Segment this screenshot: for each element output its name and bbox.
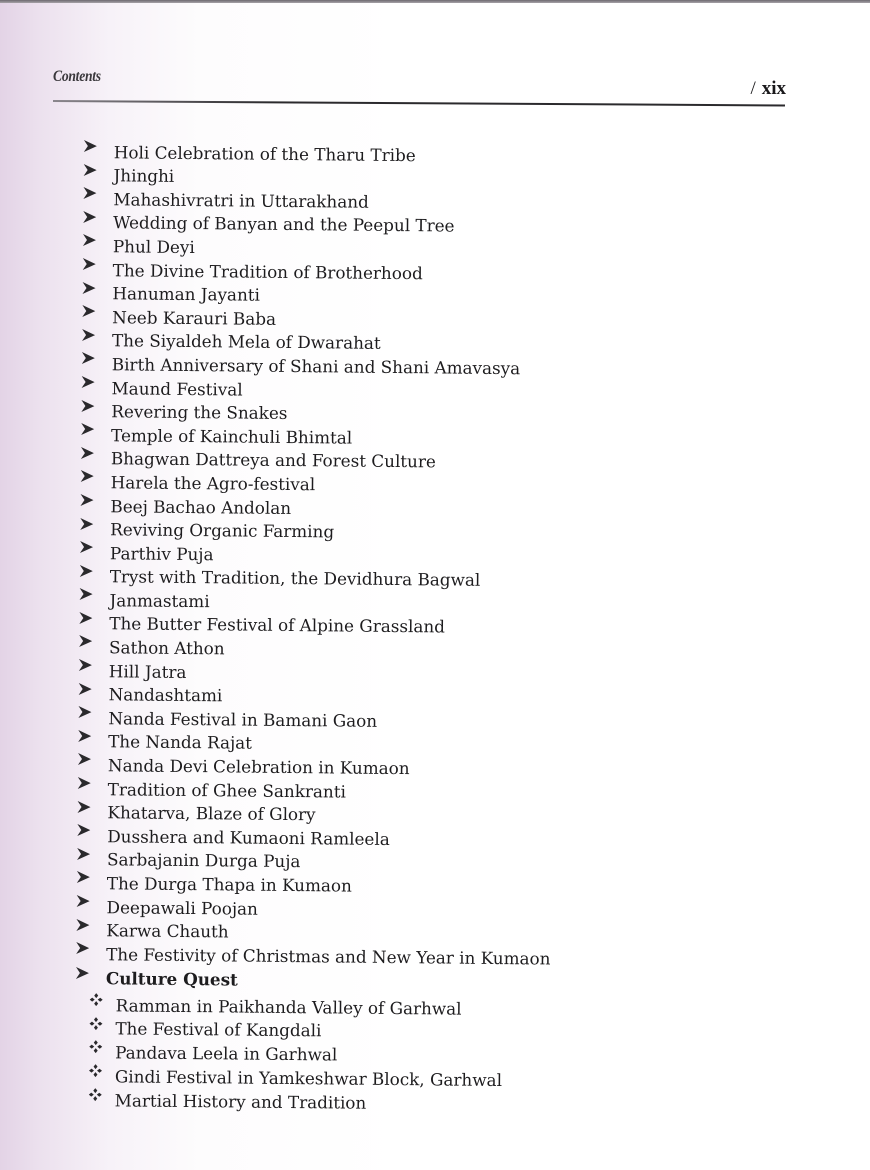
arrowhead-bullet-icon: [76, 913, 106, 937]
entry-title: Birth Anniversary of Shani and Shani Amavasya: [111, 354, 521, 379]
culture-quest-item-title: Gindi Festival in Yamkeshwar Block, Garhwal: [114, 1066, 503, 1091]
arrowhead-bullet-icon: [79, 606, 109, 630]
arrowhead-bullet-icon: [76, 936, 106, 960]
arrowhead-bullet-icon: [77, 795, 107, 819]
arrowhead-bullet-icon: [83, 252, 113, 276]
page-folio: [750, 78, 786, 100]
arrowhead-bullet-icon: [78, 700, 108, 724]
arrowhead-bullet-icon: [81, 464, 111, 488]
culture-quest-item-title: Ramman in Paikhanda Valley of Garhwal: [115, 994, 462, 1019]
arrowhead-bullet-icon: [84, 158, 114, 182]
arrowhead-bullet-icon: [79, 653, 109, 677]
entry-title: Karwa Chauth: [106, 920, 229, 942]
arrowhead-bullet-icon: [79, 629, 109, 653]
entry-title: Tryst with Tradition, the Devidhura Bagwal: [109, 566, 481, 591]
entry-title: Revering the Snakes: [111, 401, 288, 424]
culture-quest-item-title: Martial History and Tradition: [114, 1090, 367, 1113]
arrowhead-bullet-icon: [79, 582, 109, 606]
entry-title: Harela the Agro-festival: [110, 472, 316, 495]
entry-title: Temple of Kainchuli Bhimtal: [111, 424, 353, 448]
entry-title: Sarbajanin Durga Puja: [106, 849, 301, 872]
arrowhead-bullet-icon: [78, 724, 108, 748]
arrowhead-bullet-icon: [77, 865, 107, 889]
arrowhead-bullet-icon: [77, 889, 107, 913]
entry-title: The Festivity of Christmas and New Year in Kumaon: [106, 944, 551, 969]
arrowhead-bullet-icon: [82, 323, 112, 347]
entry-title: Phul Deyi: [112, 236, 195, 258]
arrowhead-bullet-icon: [82, 299, 112, 323]
entry-title: Bhagwan Dattreya and Forest Culture: [110, 448, 436, 472]
entry-title: Hanuman Jayanti: [112, 283, 261, 305]
entry-title: Holi Celebration of the Tharu Tribe: [113, 141, 416, 165]
entry-title: Sathon Athon: [108, 637, 225, 659]
entry-title: Beej Bachao Andolan: [110, 495, 292, 518]
culture-quest-item-title: Pandava Leela in Garhwal: [115, 1042, 338, 1065]
entry-title: Khatarva, Blaze of Glory: [107, 802, 316, 825]
entry-title: Tradition of Ghee Sankranti: [107, 778, 346, 802]
entry-title: The Divine Tradition of Brotherhood: [112, 259, 423, 283]
arrowhead-bullet-icon: [80, 535, 110, 559]
arrowhead-bullet-icon: [80, 488, 110, 512]
arrowhead-bullet-icon: [76, 961, 106, 985]
entry-title: Dusshera and Kumaoni Ramleela: [107, 826, 390, 849]
four-diamond-bullet-icon: [89, 1011, 115, 1035]
four-diamond-bullet-icon: [90, 987, 116, 1011]
four-diamond-bullet-icon: [89, 1058, 115, 1082]
culture-quest-title: Culture Quest: [105, 968, 238, 990]
running-head: Contents: [53, 68, 101, 85]
arrowhead-bullet-icon: [82, 276, 112, 300]
arrowhead-bullet-icon: [77, 818, 107, 842]
arrowhead-bullet-icon: [82, 370, 112, 394]
entry-title: Reviving Organic Farming: [110, 519, 335, 542]
arrowhead-bullet-icon: [83, 181, 113, 205]
entry-title: Jhinghi: [113, 165, 175, 187]
arrowhead-bullet-icon: [79, 677, 109, 701]
page-number: xix: [761, 78, 786, 99]
arrowhead-bullet-icon: [83, 205, 113, 229]
arrowhead-bullet-icon: [78, 771, 108, 795]
entry-title: Deepawali Poojan: [106, 896, 259, 919]
four-diamond-bullet-icon: [89, 1034, 115, 1058]
arrowhead-bullet-icon: [83, 228, 113, 252]
entry-title: Nandashtami: [108, 684, 223, 706]
arrowhead-bullet-icon: [84, 134, 114, 158]
arrowhead-bullet-icon: [80, 559, 110, 583]
entry-title: The Butter Festival of Alpine Grassland: [109, 613, 446, 637]
entry-title: Nanda Festival in Bamani Gaon: [108, 708, 378, 731]
arrowhead-bullet-icon: [81, 394, 111, 418]
entry-title: Parthiv Puja: [109, 542, 214, 564]
entry-title: Neeb Karauri Baba: [112, 307, 277, 329]
culture-quest-item-title: The Festival of Kangdali: [115, 1018, 322, 1041]
entry-title: The Siyaldeh Mela of Dwarahat: [111, 330, 381, 354]
arrowhead-bullet-icon: [77, 842, 107, 866]
entry-title: Maund Festival: [111, 377, 243, 400]
arrowhead-bullet-icon: [78, 747, 108, 771]
folio-separator: /: [750, 78, 756, 99]
entry-title: The Nanda Rajat: [108, 731, 253, 754]
entry-title: Mahashivratri in Uttarakhand: [113, 189, 369, 212]
contents-list: [75, 134, 784, 1112]
entry-title: Wedding of Banyan and the Peepul Tree: [113, 212, 455, 236]
entry-title: Hill Jatra: [108, 660, 187, 682]
entry-title: The Durga Thapa in Kumaon: [106, 873, 352, 896]
arrowhead-bullet-icon: [81, 441, 111, 465]
arrowhead-bullet-icon: [80, 511, 110, 535]
entry-title: Janmastami: [109, 590, 210, 612]
arrowhead-bullet-icon: [81, 417, 111, 441]
scan-top-edge: [0, 0, 870, 3]
four-diamond-bullet-icon: [89, 1082, 115, 1106]
arrowhead-bullet-icon: [82, 346, 112, 370]
entry-title: Nanda Devi Celebration in Kumaon: [107, 755, 410, 779]
